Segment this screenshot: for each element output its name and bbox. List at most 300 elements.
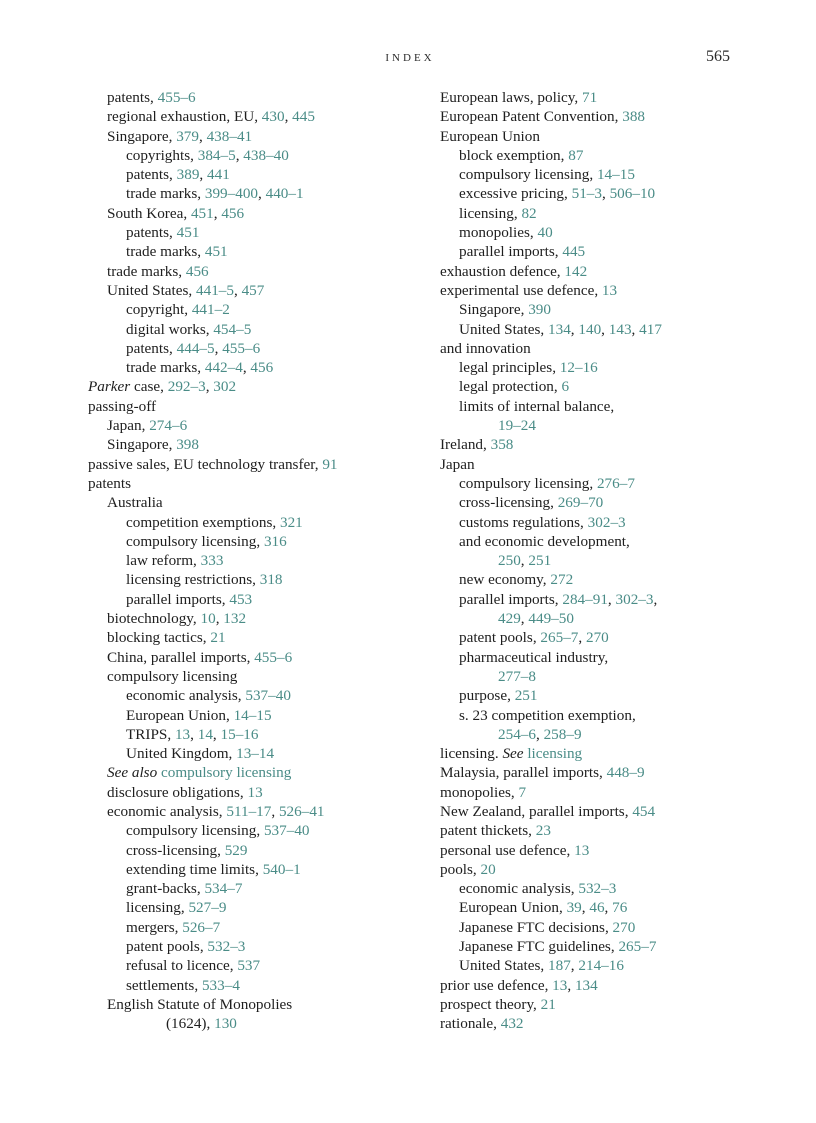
- page-reference-link[interactable]: 441–5: [196, 281, 234, 299]
- page-reference-link[interactable]: 270: [585, 629, 609, 647]
- index-entry: [88, 107, 433, 126]
- index-entry: [440, 300, 785, 319]
- index-entry: [88, 956, 433, 975]
- index-entry: [88, 532, 433, 551]
- page-reference-link[interactable]: 274–6: [149, 417, 188, 435]
- page-reference-link[interactable]: 20: [480, 860, 496, 878]
- page-reference-link[interactable]: 526–41: [278, 802, 325, 820]
- index-entry: [440, 358, 785, 377]
- index-entry: [88, 435, 433, 454]
- index-entry: [440, 590, 785, 609]
- page-reference-link[interactable]: 440–1: [265, 185, 304, 203]
- page-reference-link[interactable]: 449–50: [528, 610, 574, 628]
- page-reference-link[interactable]: 13: [574, 841, 590, 859]
- page-reference-link[interactable]: 417: [639, 320, 662, 338]
- page-reference-link[interactable]: 302–3: [615, 590, 654, 608]
- page-reference-link[interactable]: 23: [535, 822, 551, 840]
- page-reference-link[interactable]: 142: [564, 262, 588, 280]
- entry-text: ,: [233, 281, 242, 299]
- entry-text: patents,: [126, 224, 177, 242]
- index-entry: [440, 570, 785, 589]
- index-entry: [88, 763, 433, 782]
- page-reference-link[interactable]: 445: [292, 108, 315, 126]
- page-reference-link[interactable]: 14: [197, 725, 213, 743]
- entry-text: extending time limits,: [126, 860, 263, 878]
- index-entry: [440, 706, 785, 725]
- page-reference-link[interactable]: 445: [562, 243, 586, 261]
- page-reference-link[interactable]: licensing: [527, 745, 583, 763]
- page-reference-link[interactable]: 187: [548, 957, 571, 975]
- page-reference-link[interactable]: 398: [176, 436, 199, 454]
- index-entry: [88, 706, 433, 725]
- page-reference-link[interactable]: 270: [612, 918, 636, 936]
- entry-text: ,: [212, 725, 221, 743]
- index-entry: [440, 667, 785, 686]
- entry-text: copyright,: [126, 301, 192, 319]
- page-reference-link[interactable]: 140: [578, 320, 602, 338]
- index-entry: [440, 455, 785, 474]
- entry-text: legal protection,: [459, 378, 562, 396]
- page-reference-link[interactable]: 76: [612, 899, 628, 917]
- index-entry: [88, 358, 433, 377]
- entry-text: ,: [198, 127, 207, 145]
- index-entry: [88, 281, 433, 300]
- index-entry: [440, 184, 785, 203]
- entry-text: customs regulations,: [459, 513, 588, 531]
- entry-text: trade marks,: [107, 262, 186, 280]
- index-entry: [440, 513, 785, 532]
- entry-text: ,: [520, 552, 529, 570]
- page-reference-link[interactable]: 276–7: [596, 474, 635, 492]
- page-reference-link[interactable]: 454–5: [213, 320, 252, 338]
- entry-text: European Union: [440, 127, 540, 145]
- index-entry: [88, 88, 433, 107]
- entry-text: ,: [235, 146, 244, 164]
- index-entry: [88, 397, 433, 416]
- entry-text: ,: [520, 610, 529, 628]
- index-entry: [88, 918, 433, 937]
- index-entry: [440, 628, 785, 647]
- index-entry: [440, 763, 785, 782]
- page-reference-link[interactable]: 540–1: [262, 860, 301, 878]
- page-reference-link[interactable]: 455–6: [254, 648, 293, 666]
- entry-text: patent thickets,: [440, 822, 536, 840]
- page-reference-link[interactable]: 19–24: [498, 417, 536, 435]
- page-reference-link[interactable]: 532–3: [207, 938, 246, 956]
- index-entry: [88, 590, 433, 609]
- page-reference-link[interactable]: 265–7: [618, 938, 657, 956]
- index-entry: [440, 416, 785, 435]
- page-reference-link[interactable]: 134: [574, 976, 598, 994]
- page-reference-link[interactable]: 454: [632, 802, 656, 820]
- entry-text: Japan: [440, 455, 475, 473]
- entry-text: patents,: [126, 339, 177, 357]
- page-reference-link[interactable]: 537–40: [263, 822, 310, 840]
- page-reference-link[interactable]: 457: [241, 281, 265, 299]
- entry-text: licensing,: [126, 899, 189, 917]
- index-entry: [88, 860, 433, 879]
- page-reference-link[interactable]: 292–3: [167, 378, 206, 396]
- page-reference-link[interactable]: 277–8: [498, 667, 536, 685]
- entry-text: United States,: [107, 281, 197, 299]
- page-reference-link[interactable]: 71: [582, 89, 598, 106]
- entry-text: pharmaceutical industry,: [459, 648, 609, 666]
- index-entry: [440, 937, 785, 956]
- index-entry: [88, 976, 433, 995]
- index-entry: [88, 802, 433, 821]
- index-entry: [440, 474, 785, 493]
- entry-text: European Patent Convention,: [440, 108, 623, 126]
- entry-text: excessive pricing,: [459, 185, 572, 203]
- entry-text: ,: [535, 725, 544, 743]
- entry-text: TRIPS,: [126, 725, 175, 743]
- index-entry: [440, 320, 785, 339]
- index-entry: [440, 339, 785, 358]
- entry-text: parallel imports,: [459, 243, 563, 261]
- index-entry: [88, 223, 433, 242]
- index-entry: [88, 937, 433, 956]
- index-entry: [440, 725, 785, 744]
- index-entry: [440, 281, 785, 300]
- entry-text: rationale,: [440, 1015, 501, 1033]
- page-reference-link[interactable]: compulsory licensing: [161, 764, 292, 782]
- entry-text: limits of internal balance,: [459, 397, 615, 415]
- index-entry: [88, 377, 433, 396]
- running-title: INDEX: [385, 52, 435, 64]
- index-entry: [440, 204, 785, 223]
- entry-text: patents,: [107, 89, 158, 106]
- entry-text: copyrights,: [126, 146, 198, 164]
- entry-text: digital works,: [126, 320, 214, 338]
- entry-text: Japan,: [107, 417, 150, 435]
- entry-text: trade marks,: [126, 243, 205, 261]
- page-reference-link[interactable]: 269–70: [557, 494, 604, 512]
- page-reference-link[interactable]: 284–91: [562, 590, 608, 608]
- entry-text: See: [502, 745, 524, 763]
- page-reference-link[interactable]: 318: [259, 571, 283, 589]
- page-reference-link[interactable]: 529: [224, 841, 248, 859]
- entry-text: ,: [578, 629, 586, 647]
- page-reference-link[interactable]: 91: [322, 455, 338, 473]
- page-reference-link[interactable]: 388: [622, 108, 645, 126]
- page-reference-link[interactable]: 13–14: [236, 745, 275, 763]
- entry-text: Malaysia, parallel imports,: [440, 764, 607, 782]
- entry-text: passing-off: [88, 397, 157, 415]
- entry-text: ,: [653, 590, 658, 608]
- page-reference-link[interactable]: 441–2: [191, 301, 230, 319]
- entry-text: Japanese FTC guidelines,: [459, 938, 619, 956]
- page-reference-link[interactable]: 456: [250, 359, 274, 377]
- page-reference-link[interactable]: 321: [279, 513, 303, 531]
- index-entry: [440, 551, 785, 570]
- page-reference-link[interactable]: 455–6: [222, 339, 261, 357]
- index-entry: [88, 744, 433, 763]
- page-reference-link[interactable]: 533–4: [201, 976, 240, 994]
- page-reference-link[interactable]: 143: [608, 320, 632, 338]
- index-entry: [440, 493, 785, 512]
- entry-text: ,: [242, 359, 251, 377]
- page-reference-link[interactable]: 251: [514, 687, 538, 705]
- page-reference-link[interactable]: 7: [518, 783, 527, 801]
- index-entry: [440, 918, 785, 937]
- entry-text: United States,: [459, 320, 549, 338]
- page-reference-link[interactable]: 46: [589, 899, 605, 917]
- index-entry: [440, 783, 785, 802]
- entry-text: ,: [567, 976, 575, 994]
- index-entry: [440, 397, 785, 416]
- page-reference-link[interactable]: 429: [498, 610, 521, 628]
- entry-text: disclosure obligations,: [107, 783, 248, 801]
- page-reference-link[interactable]: 14–15: [233, 706, 272, 724]
- entry-text: case,: [130, 378, 168, 396]
- index-entry: [440, 841, 785, 860]
- index-entry: [88, 821, 433, 840]
- index-entry: [440, 898, 785, 917]
- entry-text: European Union,: [126, 706, 234, 724]
- index-entry: [440, 609, 785, 628]
- entry-text: ,: [190, 725, 198, 743]
- entry-text: ,: [570, 957, 579, 975]
- page-reference-link[interactable]: 389: [176, 166, 200, 184]
- index-entry: [88, 513, 433, 532]
- page-reference-link[interactable]: 453: [229, 590, 253, 608]
- page-reference-link[interactable]: 451: [176, 224, 200, 242]
- page-reference-link[interactable]: 130: [214, 1015, 237, 1033]
- page-reference-link[interactable]: 432: [500, 1015, 524, 1033]
- entry-text: New Zealand, parallel imports,: [440, 802, 633, 820]
- index-entry: [88, 262, 433, 281]
- entry-text: economic analysis,: [107, 802, 227, 820]
- page-reference-link[interactable]: 451: [190, 204, 214, 222]
- entry-text: European laws, policy,: [440, 89, 582, 106]
- entry-text: monopolies,: [440, 783, 519, 801]
- index-entry: [88, 667, 433, 686]
- page-reference-link[interactable]: 451: [204, 243, 228, 261]
- page-reference-link[interactable]: 15–16: [220, 725, 259, 743]
- entry-text: purpose,: [459, 687, 515, 705]
- entry-text: ,: [271, 802, 279, 820]
- index-entry: [88, 686, 433, 705]
- page-reference-link[interactable]: 250: [498, 552, 521, 570]
- index-entry: [88, 242, 433, 261]
- page-reference-link[interactable]: 537: [237, 957, 261, 975]
- page-reference-link[interactable]: 455–6: [157, 89, 196, 106]
- index-entry: [88, 204, 433, 223]
- index-entry: [88, 841, 433, 860]
- entry-text: s. 23 competition exemption,: [459, 706, 636, 724]
- entry-text: trade marks,: [126, 185, 205, 203]
- index-entry: [440, 802, 785, 821]
- entry-text: See also: [107, 764, 158, 782]
- page-reference-link[interactable]: 430: [261, 108, 285, 126]
- index-entry: [88, 320, 433, 339]
- entry-text: ,: [601, 320, 609, 338]
- page-reference-link[interactable]: 316: [263, 532, 287, 550]
- entry-text: compulsory licensing,: [126, 532, 264, 550]
- index-entry: [440, 127, 785, 146]
- entry-text: parallel imports,: [459, 590, 563, 608]
- index-entry: [88, 493, 433, 512]
- entry-text: trade marks,: [126, 359, 205, 377]
- entry-text: block exemption,: [459, 146, 569, 164]
- index-entry: [88, 783, 433, 802]
- entry-text: regional exhaustion, EU,: [107, 108, 262, 126]
- page-reference-link[interactable]: 379: [176, 127, 199, 145]
- page-reference-link[interactable]: 10: [200, 610, 216, 628]
- entry-text: compulsory licensing,: [126, 822, 264, 840]
- entry-text: United States,: [459, 957, 549, 975]
- entry-text: exhaustion defence,: [440, 262, 565, 280]
- page-reference-link[interactable]: 441: [207, 166, 230, 184]
- entry-text: ,: [581, 899, 590, 917]
- page-reference-link[interactable]: 390: [528, 301, 551, 319]
- page-reference-link[interactable]: 506–10: [609, 185, 656, 203]
- page-number: 565: [706, 48, 730, 65]
- page-reference-link[interactable]: 526–7: [182, 918, 221, 936]
- entry-text: pools,: [440, 860, 481, 878]
- page-reference-link[interactable]: 358: [490, 436, 514, 454]
- entry-text: cross-licensing,: [126, 841, 225, 859]
- page-reference-link[interactable]: 399–400: [204, 185, 259, 203]
- page-reference-link[interactable]: 12–16: [559, 359, 598, 377]
- page-reference-link[interactable]: 456: [185, 262, 209, 280]
- page-reference-link[interactable]: 258–9: [543, 725, 582, 743]
- index-entry: [440, 262, 785, 281]
- page-reference-link[interactable]: 51–3: [571, 185, 602, 203]
- entry-text: patents: [88, 474, 132, 492]
- index-entry: [440, 88, 785, 107]
- entry-text: refusal to licence,: [126, 957, 238, 975]
- page-reference-link[interactable]: 537–40: [245, 687, 291, 705]
- entry-text: licensing.: [440, 745, 503, 763]
- entry-text: grant-backs,: [126, 880, 205, 898]
- index-entry: [440, 1014, 785, 1033]
- entry-text: prior use defence,: [440, 976, 553, 994]
- entry-text: economic analysis,: [126, 687, 246, 705]
- entry-text: competition exemptions,: [126, 513, 280, 531]
- page-reference-link[interactable]: 442–4: [204, 359, 243, 377]
- page-reference-link[interactable]: 534–7: [204, 880, 243, 898]
- index-entry: [440, 686, 785, 705]
- page-reference-link[interactable]: 39: [566, 899, 582, 917]
- page-reference-link[interactable]: 13: [174, 725, 191, 743]
- entry-text: ,: [215, 610, 224, 628]
- page-reference-link[interactable]: 265–7: [540, 629, 579, 647]
- entry-text: ,: [214, 339, 223, 357]
- entry-text: ,: [284, 108, 293, 126]
- index-entry: [88, 455, 433, 474]
- entry-text: ,: [604, 899, 613, 917]
- entry-text: blocking tactics,: [107, 629, 211, 647]
- page-reference-link[interactable]: 87: [568, 146, 584, 164]
- index-column-left: [88, 88, 433, 1034]
- page-reference-link[interactable]: 438–40: [243, 146, 289, 164]
- page-reference-link[interactable]: 527–9: [188, 899, 227, 917]
- page-reference-link[interactable]: 272: [550, 571, 574, 589]
- entry-text: legal principles,: [459, 359, 560, 377]
- page-reference-link[interactable]: 254–6: [498, 725, 536, 743]
- entry-text: prospect theory,: [440, 995, 541, 1013]
- entry-text: ,: [607, 590, 616, 608]
- page-reference-link[interactable]: 13: [601, 281, 618, 299]
- index-entry: [88, 551, 433, 570]
- entry-text: and economic development,: [459, 532, 630, 550]
- index-entry: [88, 184, 433, 203]
- page-reference-link[interactable]: 14–15: [596, 166, 635, 184]
- index-entry: [440, 223, 785, 242]
- index-entry: [88, 416, 433, 435]
- page-reference-link[interactable]: 214–16: [578, 957, 624, 975]
- index-entry: [440, 435, 785, 454]
- index-entry: [440, 995, 785, 1014]
- page-reference-link[interactable]: 21: [210, 629, 226, 647]
- index-entry: [88, 1014, 433, 1033]
- entry-text: settlements,: [126, 976, 202, 994]
- page-reference-link[interactable]: 82: [521, 204, 537, 222]
- entry-text: European Union,: [459, 899, 567, 917]
- page-reference-link[interactable]: 40: [537, 224, 553, 242]
- page-reference-link[interactable]: 302–3: [587, 513, 626, 531]
- entry-text: Singapore,: [107, 127, 177, 145]
- index-entry: [88, 300, 433, 319]
- page-reference-link[interactable]: 302: [213, 378, 237, 396]
- page-reference-link[interactable]: 21: [540, 995, 556, 1013]
- index-entry: [88, 146, 433, 165]
- index-entry: [440, 242, 785, 261]
- entry-text: compulsory licensing,: [459, 166, 597, 184]
- page-reference-link[interactable]: 333: [200, 552, 224, 570]
- page-reference-link[interactable]: 438–41: [206, 127, 253, 145]
- page-reference-link[interactable]: 444–5: [176, 339, 215, 357]
- page-reference-link[interactable]: 384–5: [197, 146, 236, 164]
- index-entry: [88, 995, 433, 1014]
- entry-text: and innovation: [440, 339, 531, 357]
- page-reference-link[interactable]: 132: [223, 610, 247, 628]
- running-head: [0, 50, 816, 70]
- index-entry: [88, 609, 433, 628]
- entry-text: new economy,: [459, 571, 551, 589]
- page-reference-link[interactable]: 13: [247, 783, 263, 801]
- entry-text: licensing,: [459, 204, 522, 222]
- index-entry: [440, 146, 785, 165]
- index-entry: [88, 725, 433, 744]
- page-reference-link[interactable]: 456: [221, 204, 245, 222]
- index-entry: [88, 339, 433, 358]
- index-entry: [88, 628, 433, 647]
- page-reference-link[interactable]: 6: [561, 378, 570, 396]
- page-reference-link[interactable]: 13: [552, 976, 568, 994]
- page-reference-link[interactable]: 251: [528, 552, 552, 570]
- entry-text: ,: [631, 320, 640, 338]
- entry-text: cross-licensing,: [459, 494, 558, 512]
- page-reference-link[interactable]: 134: [548, 320, 571, 338]
- entry-text: United Kingdom,: [126, 745, 237, 763]
- entry-text: ,: [601, 185, 610, 203]
- index-entry: [440, 107, 785, 126]
- entry-text: compulsory licensing: [107, 667, 238, 685]
- entry-text: Japanese FTC decisions,: [459, 918, 613, 936]
- page-reference-link[interactable]: 532–3: [578, 880, 617, 898]
- page-reference-link[interactable]: 511–17: [226, 802, 272, 820]
- entry-text: Australia: [107, 494, 163, 512]
- entry-text: (1624),: [166, 1015, 215, 1033]
- entry-text: ,: [258, 185, 266, 203]
- index-entry: [440, 744, 785, 763]
- entry-text: ,: [205, 378, 214, 396]
- entry-text: experimental use defence,: [440, 281, 602, 299]
- index-entry: [440, 532, 785, 551]
- page-reference-link[interactable]: 448–9: [606, 764, 645, 782]
